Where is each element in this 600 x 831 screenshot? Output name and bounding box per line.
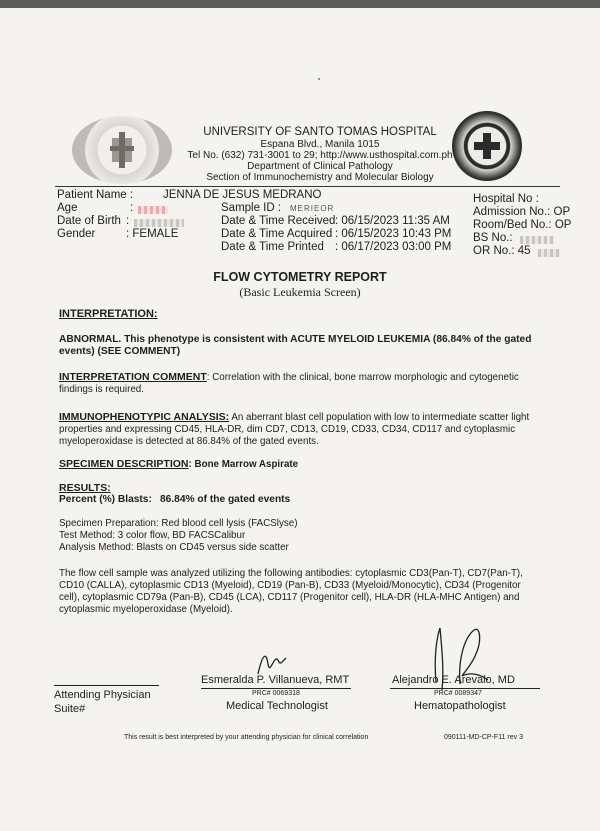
- hospital-name: UNIVERSITY OF SANTO TOMAS HOSPITAL: [203, 126, 437, 138]
- tech-title: Medical Technologist: [226, 700, 328, 712]
- tech-prc: PRC# 0069318: [252, 690, 300, 697]
- hospital-no: Hospital No :: [473, 193, 539, 205]
- patient-name-label: Patient Name :: [57, 189, 134, 201]
- gender-value: : FEMALE: [126, 228, 179, 240]
- acquired-value: : 06/15/2023 10:43 PM: [335, 228, 452, 240]
- redacted-dob: [134, 219, 184, 227]
- immuno-heading: IMMUNOPHENOTYPIC ANALYSIS:: [59, 411, 230, 423]
- redacted-bs-no: [520, 236, 554, 244]
- blasts-value: 86.84% of the gated events: [160, 494, 291, 505]
- report-page: [0, 8, 600, 831]
- interpretation-abnormal: ABNORMAL. This phenotype is consistent with ACUTE MYELOID LEUKEMIA (86.84% of the gated events) (SEE COMMENT): [59, 334, 532, 357]
- suite-label: Suite#: [54, 703, 86, 715]
- footer-note: This result is best interpreted by your attending physician for clinical correlation: [124, 734, 369, 741]
- section-name: Section of Immunochemistry and Molecular Biology: [206, 172, 434, 183]
- results-heading: RESULTS:: [59, 482, 111, 494]
- sample-id-value: MERIEOR: [290, 204, 335, 213]
- attending-signature-line: [54, 685, 159, 686]
- report-title: FLOW CYTOMETRY REPORT: [213, 270, 387, 284]
- received-value: : 06/15/2023 11:35 AM: [335, 215, 450, 227]
- analysis-method: Analysis Method: Blasts on CD45 versus side scatter: [59, 542, 289, 553]
- received-label: Date & Time Received: [221, 215, 336, 227]
- bs-no: BS No.:: [473, 232, 513, 244]
- antibodies-paragraph: The flow cell sample was analyzed utilizing the following antibodies: cytoplasmic CD3(Pan-T), CD7(Pan-T), CD10 (CALLA), cytoplasmic CD13 (Myeloid), CD19 (Pan-B), CD33 (Myeloid/Monocytic), CD34 (Progenitor cell), cytoplasmic CD79a (Pan-B), CD45 (LCA), CD117 (Progenitor cell), HLA-DR (HLA-MHC Antigen) and cytoplasmic myeloperoxidase (Myeloid).: [59, 568, 523, 615]
- pathologist-signature-line: [390, 688, 540, 689]
- redacted-age: [138, 206, 168, 214]
- specimen-preparation: Specimen Preparation: Red blood cell lysis (FACSlyse): [59, 518, 298, 529]
- printed-label: Date & Time Printed: [221, 241, 324, 253]
- stray-mark: [318, 78, 320, 80]
- age-label: Age: [57, 202, 78, 214]
- specimen-heading: SPECIMEN DESCRIPTION: [59, 458, 189, 470]
- test-method: Test Method: 3 color flow, BD FACSCalibur: [59, 530, 246, 541]
- pathologist-name: Alejandro E. Arevalo, MD: [392, 674, 515, 686]
- dob-label: Date of Birth: [57, 215, 121, 227]
- blasts-label: Percent (%) Blasts:: [59, 494, 152, 505]
- printed-value: : 06/17/2023 03:00 PM: [335, 241, 452, 253]
- patient-name: JENNA DE JESUS MEDRANO: [163, 189, 322, 201]
- room-bed-no: Room/Bed No.: OP: [473, 219, 572, 231]
- immuno-text: An aberrant blast cell population with low to intermediate scatter light properties and expressing CD45, HLA-DR, dim CD7, CD13, CD19, CD33, CD34, CD117 and cytoplasmic myeloperoxidase is detected at 86.84% of the gated events.: [59, 412, 530, 447]
- specimen-description: [59, 458, 539, 471]
- hospital-address: Espana Blvd., Manila 1015: [260, 139, 380, 150]
- dob-value: :: [126, 215, 130, 227]
- department-name: Department of Clinical Pathology: [247, 161, 393, 172]
- specimen-text: : Bone Marrow Aspirate: [188, 459, 299, 470]
- attending-physician-label: Attending Physician: [54, 689, 151, 701]
- hospital-contact: Tel No. (632) 731-3001 to 29; http://www.usthospital.com.ph: [187, 150, 453, 161]
- form-code: 090111-MD-CP-F11 rev 3: [444, 734, 523, 741]
- tech-name: Esmeralda P. Villanueva, RMT: [201, 674, 350, 686]
- or-no: OR No.: 45: [473, 245, 531, 257]
- sample-id-label: Sample ID :: [221, 202, 282, 214]
- interpretation-comment: [59, 371, 539, 396]
- redacted-or-no: [538, 249, 560, 257]
- gender-label: Gender: [57, 228, 96, 240]
- comment-text: : Correlation with the clinical, bone marrow morphologic and cytogenetic findings is required.: [59, 372, 519, 395]
- comment-heading: INTERPRETATION COMMENT: [59, 371, 207, 383]
- admission-no: Admission No.: OP: [473, 206, 571, 218]
- immunophenotypic-analysis: [59, 411, 539, 448]
- report-subtitle: (Basic Leukemia Screen): [239, 285, 361, 299]
- age-value: :: [130, 202, 134, 214]
- tech-signature-line: [201, 688, 351, 689]
- pathologist-title: Hematopathologist: [414, 700, 506, 712]
- pathologist-prc: PRC# 0089347: [434, 690, 482, 697]
- interpretation-heading: INTERPRETATION:: [59, 308, 158, 320]
- acquired-label: Date & Time Acquired: [221, 228, 333, 240]
- header-rule: [55, 186, 560, 187]
